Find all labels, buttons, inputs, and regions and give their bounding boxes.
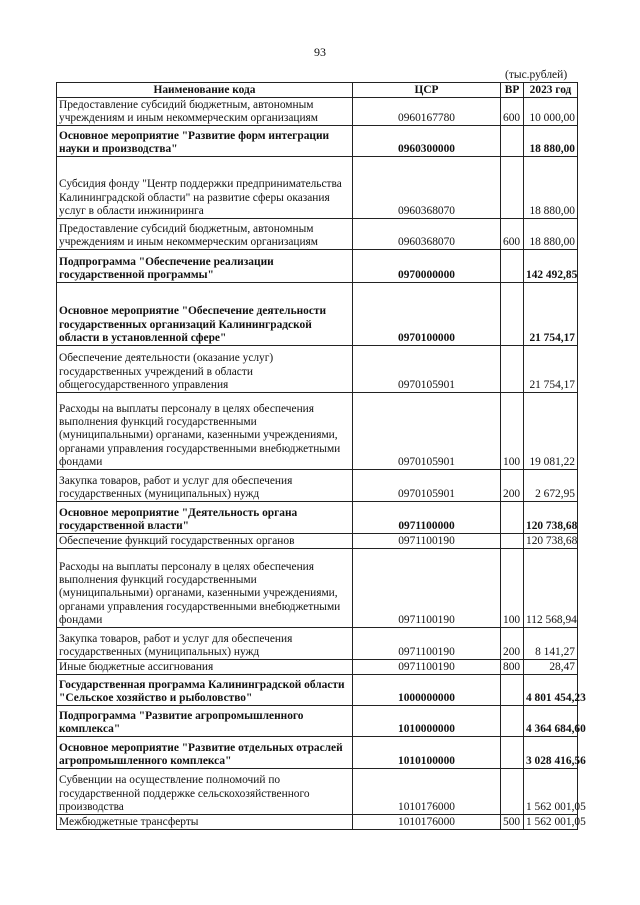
row-name: Иные бюджетные ассигнования bbox=[57, 660, 353, 675]
table-row bbox=[57, 769, 578, 815]
row-vr bbox=[501, 283, 524, 346]
table-row bbox=[57, 675, 578, 706]
row-vr: 600 bbox=[501, 219, 524, 250]
page-number: 93 bbox=[314, 45, 326, 59]
table-row bbox=[57, 502, 578, 534]
row-vr bbox=[501, 769, 524, 815]
row-vr bbox=[501, 706, 524, 737]
row-vr bbox=[501, 157, 524, 219]
row-csr: 0960167780 bbox=[353, 98, 501, 126]
row-name: Основное мероприятие "Развитие отдельных отраслей агропромышленного комплекса" bbox=[57, 737, 353, 769]
row-vr bbox=[501, 675, 524, 706]
row-csr: 1010100000 bbox=[353, 737, 501, 769]
row-csr: 0970000000 bbox=[353, 250, 501, 283]
table-row bbox=[57, 628, 578, 660]
table-row bbox=[57, 660, 578, 675]
row-name: Межбюджетные трансферты bbox=[57, 815, 353, 830]
table-row bbox=[57, 549, 578, 628]
row-sum: 120 738,68 bbox=[524, 502, 578, 534]
row-vr: 100 bbox=[501, 549, 524, 628]
row-sum: 1 562 001,05 bbox=[524, 815, 578, 830]
row-sum: 120 738,68 bbox=[524, 534, 578, 549]
table-row bbox=[57, 250, 578, 283]
row-name: Основное мероприятие "Деятельность органа государственной власти" bbox=[57, 502, 353, 534]
row-csr: 1000000000 bbox=[353, 675, 501, 706]
row-name: Закупка товаров, работ и услуг для обеспечения государственных (муниципальных) нужд bbox=[57, 628, 353, 660]
row-name: Субсидия фонду "Центр поддержки предпринимательства Калининградской области" на развитие сферы оказания услуг в области инжиниринга bbox=[57, 157, 353, 219]
row-csr: 0971100190 bbox=[353, 660, 501, 675]
row-csr: 0970105901 bbox=[353, 393, 501, 470]
row-sum: 21 754,17 bbox=[524, 283, 578, 346]
row-sum: 10 000,00 bbox=[524, 98, 578, 126]
row-name: Основное мероприятие "Развитие форм интеграции науки и производства" bbox=[57, 126, 353, 157]
row-vr: 100 bbox=[501, 393, 524, 470]
table-header-row bbox=[57, 83, 578, 98]
table-row bbox=[57, 470, 578, 502]
row-name: Расходы на выплаты персоналу в целях обеспечения выполнения функций государственными (муниципальными) органами, казенными учреждениями, органами управления государственными внебюджетными фондами bbox=[57, 549, 353, 628]
row-sum: 8 141,27 bbox=[524, 628, 578, 660]
row-csr: 1010176000 bbox=[353, 769, 501, 815]
table-row bbox=[57, 98, 578, 126]
row-name: Подпрограмма "Обеспечение реализации государственной программы" bbox=[57, 250, 353, 283]
row-csr: 0970105901 bbox=[353, 470, 501, 502]
table-row bbox=[57, 346, 578, 393]
row-sum: 1 562 001,05 bbox=[524, 769, 578, 815]
row-csr: 0970100000 bbox=[353, 283, 501, 346]
header-csr: ЦСР bbox=[353, 83, 501, 98]
row-sum: 142 492,85 bbox=[524, 250, 578, 283]
row-name: Обеспечение деятельности (оказание услуг) государственных учреждений в области общегосударственного управления bbox=[57, 346, 353, 393]
row-sum: 18 880,00 bbox=[524, 126, 578, 157]
row-vr bbox=[501, 346, 524, 393]
header-vr: ВР bbox=[501, 83, 524, 98]
budget-table bbox=[56, 82, 586, 830]
row-sum: 19 081,22 bbox=[524, 393, 578, 470]
row-name: Предоставление субсидий бюджетным, автономным учреждениям и иным некоммерческим организациям bbox=[57, 219, 353, 250]
row-csr: 1010176000 bbox=[353, 815, 501, 830]
row-sum: 21 754,17 bbox=[524, 346, 578, 393]
table-row bbox=[57, 815, 578, 830]
row-vr bbox=[501, 250, 524, 283]
table-row bbox=[57, 283, 578, 346]
row-vr: 200 bbox=[501, 470, 524, 502]
row-sum: 112 568,94 bbox=[524, 549, 578, 628]
row-sum: 18 880,00 bbox=[524, 219, 578, 250]
table-row bbox=[57, 737, 578, 769]
row-name: Закупка товаров, работ и услуг для обеспечения государственных (муниципальных) нужд bbox=[57, 470, 353, 502]
table-row bbox=[57, 706, 578, 737]
table-row bbox=[57, 157, 578, 219]
row-csr: 1010000000 bbox=[353, 706, 501, 737]
row-csr: 0960300000 bbox=[353, 126, 501, 157]
row-sum: 3 028 416,56 bbox=[524, 737, 578, 769]
table-row bbox=[57, 393, 578, 470]
row-vr: 800 bbox=[501, 660, 524, 675]
row-csr: 0971100190 bbox=[353, 549, 501, 628]
row-csr: 0971100190 bbox=[353, 534, 501, 549]
row-csr: 0971100190 bbox=[353, 628, 501, 660]
row-name: Обеспечение функций государственных органов bbox=[57, 534, 353, 549]
row-name: Расходы на выплаты персоналу в целях обеспечения выполнения функций государственными (муниципальными) органами, казенными учреждениями, органами управления государственными внебюджетными фондами bbox=[57, 393, 353, 470]
row-vr: 200 bbox=[501, 628, 524, 660]
row-name: Государственная программа Калининградской области "Сельское хозяйство и рыболовство" bbox=[57, 675, 353, 706]
row-vr bbox=[501, 502, 524, 534]
row-name: Подпрограмма "Развитие агропромышленного комплекса" bbox=[57, 706, 353, 737]
row-vr bbox=[501, 737, 524, 769]
row-name: Субвенции на осуществление полномочий по государственной поддержке сельскохозяйственного производства bbox=[57, 769, 353, 815]
table-row bbox=[57, 126, 578, 157]
row-sum: 2 672,95 bbox=[524, 470, 578, 502]
table-row bbox=[57, 534, 578, 549]
table-row bbox=[57, 219, 578, 250]
row-vr: 500 bbox=[501, 815, 524, 830]
row-sum: 4 801 454,23 bbox=[524, 675, 578, 706]
row-csr: 0960368070 bbox=[353, 219, 501, 250]
header-sum: 2023 год bbox=[524, 83, 578, 98]
row-vr: 600 bbox=[501, 98, 524, 126]
row-csr: 0970105901 bbox=[353, 346, 501, 393]
row-sum: 18 880,00 bbox=[524, 157, 578, 219]
row-name: Предоставление субсидий бюджетным, автономным учреждениям и иным некоммерческим организациям bbox=[57, 98, 353, 126]
row-sum: 28,47 bbox=[524, 660, 578, 675]
row-vr bbox=[501, 534, 524, 549]
row-vr bbox=[501, 126, 524, 157]
row-csr: 0960368070 bbox=[353, 157, 501, 219]
header-name: Наименование кода bbox=[57, 83, 353, 98]
row-csr: 0971100000 bbox=[353, 502, 501, 534]
row-sum: 4 364 684,60 bbox=[524, 706, 578, 737]
units-label: (тыс.рублей) bbox=[505, 69, 568, 81]
row-name: Основное мероприятие "Обеспечение деятельности государственных организаций Калининградской области в установленной сфере" bbox=[57, 283, 353, 346]
